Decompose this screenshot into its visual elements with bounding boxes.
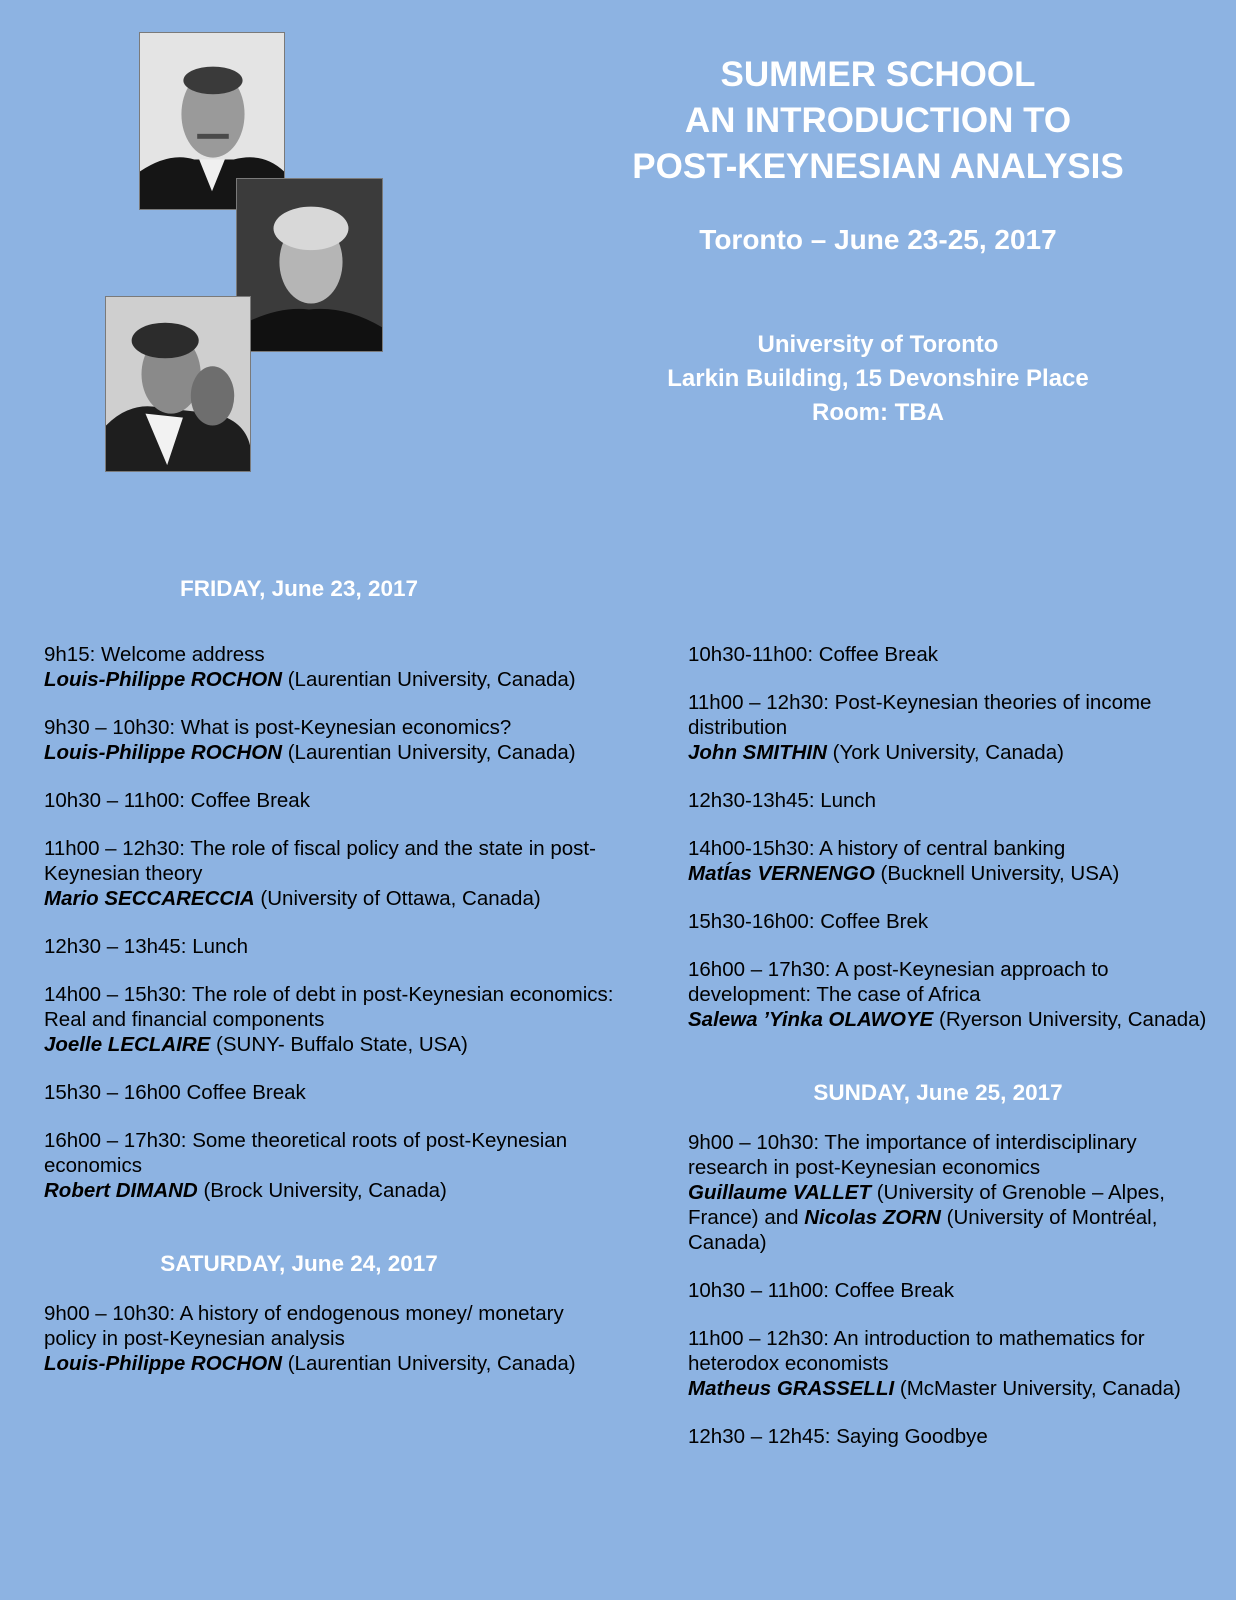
speaker-name: Louis-Philippe ROCHON bbox=[44, 668, 283, 691]
speaker-affiliation: (University of Ottawa, Canada) bbox=[254, 887, 541, 910]
session-time-title: 12h30 – 12h45: Saying Goodbye bbox=[688, 1425, 988, 1448]
event-header bbox=[600, 52, 1156, 430]
speaker-line bbox=[688, 861, 1208, 886]
session-time-title: 16h00 – 17h30: Some theoretical roots of post-Keynesian economics bbox=[44, 1129, 568, 1177]
session-time-title: 9h30 – 10h30: What is post-Keynesian economics? bbox=[44, 716, 512, 739]
session-time-title: 16h00 – 17h30: A post-Keynesian approach to development: The case of Africa bbox=[688, 958, 1109, 1006]
speaker-affiliation: (University of Montréal, Canada) bbox=[688, 1206, 1158, 1254]
session-time-title: 11h00 – 12h30: The role of fiscal policy and the state in post-Keynesian theory bbox=[44, 837, 596, 885]
friday-schedule bbox=[44, 642, 614, 1203]
speaker-line bbox=[688, 740, 1208, 765]
session-time-title: 12h30 – 13h45: Lunch bbox=[44, 935, 249, 958]
speaker-affiliation: (Laurentian University, Canada) bbox=[282, 1352, 576, 1375]
speaker-affiliation: (Ryerson University, Canada) bbox=[933, 1008, 1207, 1031]
day-heading-friday: FRIDAY, June 23, 2017 bbox=[179, 576, 419, 601]
day-heading-saturday: SATURDAY, June 24, 2017 bbox=[160, 1251, 438, 1276]
schedule-entry bbox=[44, 982, 614, 1057]
schedule-column-left bbox=[44, 574, 614, 1399]
speaker-affiliation: (Brock University, Canada) bbox=[197, 1179, 447, 1202]
schedule-entry bbox=[688, 1326, 1208, 1401]
session-time-title: 9h00 – 10h30: The importance of interdisciplinary research in post-Keynesian economics bbox=[688, 1131, 1137, 1179]
schedule-entry bbox=[44, 1080, 614, 1105]
speaker-affiliation: (Laurentian University, Canada) bbox=[282, 741, 576, 764]
session-time-title: 15h30-16h00: Coffee Brek bbox=[688, 910, 929, 933]
speaker-line bbox=[44, 1351, 614, 1376]
speaker-name: John SMITHIN bbox=[688, 741, 827, 764]
venue-block bbox=[600, 328, 1156, 430]
speaker-name: Mario SECCARECCIA bbox=[44, 887, 255, 910]
session-time-title: 12h30-13h45: Lunch bbox=[688, 789, 877, 812]
session-time-title: 10h30 – 11h00: Coffee Break bbox=[688, 1279, 954, 1302]
session-time-title: 9h00 – 10h30: A history of endogenous money/ monetary policy in post-Keynesian analysis bbox=[44, 1302, 564, 1350]
speaker-affiliation: (Bucknell University, USA) bbox=[874, 862, 1120, 885]
schedule-entry bbox=[688, 957, 1208, 1032]
speaker-affiliation: (University of Grenoble – Alpes, France) and bbox=[688, 1181, 1165, 1229]
schedule-entry bbox=[44, 836, 614, 911]
speaker-affiliation: (SUNY- Buffalo State, USA) bbox=[210, 1033, 468, 1056]
speaker-line bbox=[688, 1180, 1208, 1255]
session-time-title: 10h30-11h00: Coffee Break bbox=[688, 643, 938, 666]
schedule-entry bbox=[688, 642, 1208, 667]
title-line-1: SUMMER SCHOOL bbox=[720, 55, 1036, 94]
day-heading-sunday: SUNDAY, June 25, 2017 bbox=[813, 1080, 1063, 1105]
speaker-line bbox=[44, 886, 614, 911]
schedule-entry bbox=[44, 1301, 614, 1376]
portrait-photo-bottom bbox=[105, 296, 251, 472]
speaker-name: Matheus GRASSELLI bbox=[688, 1377, 895, 1400]
title-line-2: AN INTRODUCTION TO bbox=[684, 101, 1072, 140]
portrait-photo-middle bbox=[236, 178, 383, 352]
speaker-name: Louis-Philippe ROCHON bbox=[44, 741, 283, 764]
speaker-name: MatÍas VERNENGO bbox=[688, 862, 875, 885]
speaker-line bbox=[44, 740, 614, 765]
speaker-name: Nicolas ZORN bbox=[804, 1206, 941, 1229]
schedule-entry bbox=[688, 1278, 1208, 1303]
saturday-schedule-part2 bbox=[688, 642, 1208, 1032]
session-time-title: 14h00-15h30: A history of central banking bbox=[688, 837, 1066, 860]
session-time-title: 9h15: Welcome address bbox=[44, 643, 265, 666]
speaker-name: Salewa ’Yinka OLAWOYE bbox=[688, 1008, 934, 1031]
speaker-affiliation: (Laurentian University, Canada) bbox=[282, 668, 576, 691]
schedule-column-right bbox=[688, 642, 1208, 1472]
venue-line-1: University of Toronto bbox=[757, 331, 999, 358]
schedule-entry bbox=[688, 690, 1208, 765]
event-location-date: Toronto – June 23-25, 2017 bbox=[699, 224, 1057, 255]
schedule-entry bbox=[688, 788, 1208, 813]
title-line-3: POST-KEYNESIAN ANALYSIS bbox=[632, 147, 1124, 186]
speaker-line bbox=[44, 1178, 614, 1203]
speaker-name: Guillaume VALLET bbox=[688, 1181, 871, 1204]
saturday-schedule-part1 bbox=[44, 1301, 614, 1376]
speaker-name: Robert DIMAND bbox=[44, 1179, 198, 1202]
venue-line-2: Larkin Building, 15 Devonshire Place bbox=[667, 365, 1089, 392]
schedule-entry bbox=[44, 642, 614, 692]
schedule-entry bbox=[44, 715, 614, 765]
session-time-title: 11h00 – 12h30: An introduction to mathematics for heterodox economists bbox=[688, 1327, 1145, 1375]
session-time-title: 11h00 – 12h30: Post-Keynesian theories of income distribution bbox=[688, 691, 1152, 739]
speaker-line bbox=[44, 1032, 614, 1057]
speaker-affiliation: (McMaster University, Canada) bbox=[894, 1377, 1181, 1400]
speaker-name: Joelle LECLAIRE bbox=[44, 1033, 211, 1056]
session-time-title: 10h30 – 11h00: Coffee Break bbox=[44, 789, 310, 812]
speaker-line bbox=[44, 667, 614, 692]
schedule-entry bbox=[44, 934, 614, 959]
schedule-entry bbox=[688, 909, 1208, 934]
speaker-line bbox=[688, 1007, 1208, 1032]
schedule-entry bbox=[44, 788, 614, 813]
venue-line-3: Room: TBA bbox=[812, 399, 944, 426]
schedule-entry bbox=[44, 1128, 614, 1203]
sunday-schedule bbox=[688, 1130, 1208, 1449]
speaker-line bbox=[688, 1376, 1208, 1401]
session-time-title: 14h00 – 15h30: The role of debt in post-Keynesian economics: Real and financial components bbox=[44, 983, 614, 1031]
speaker-affiliation: (York University, Canada) bbox=[826, 741, 1064, 764]
schedule-entry bbox=[688, 836, 1208, 886]
schedule-entry bbox=[688, 1424, 1208, 1449]
session-time-title: 15h30 – 16h00 Coffee Break bbox=[44, 1081, 306, 1104]
schedule-entry bbox=[688, 1130, 1208, 1255]
speaker-name: Louis-Philippe ROCHON bbox=[44, 1352, 283, 1375]
